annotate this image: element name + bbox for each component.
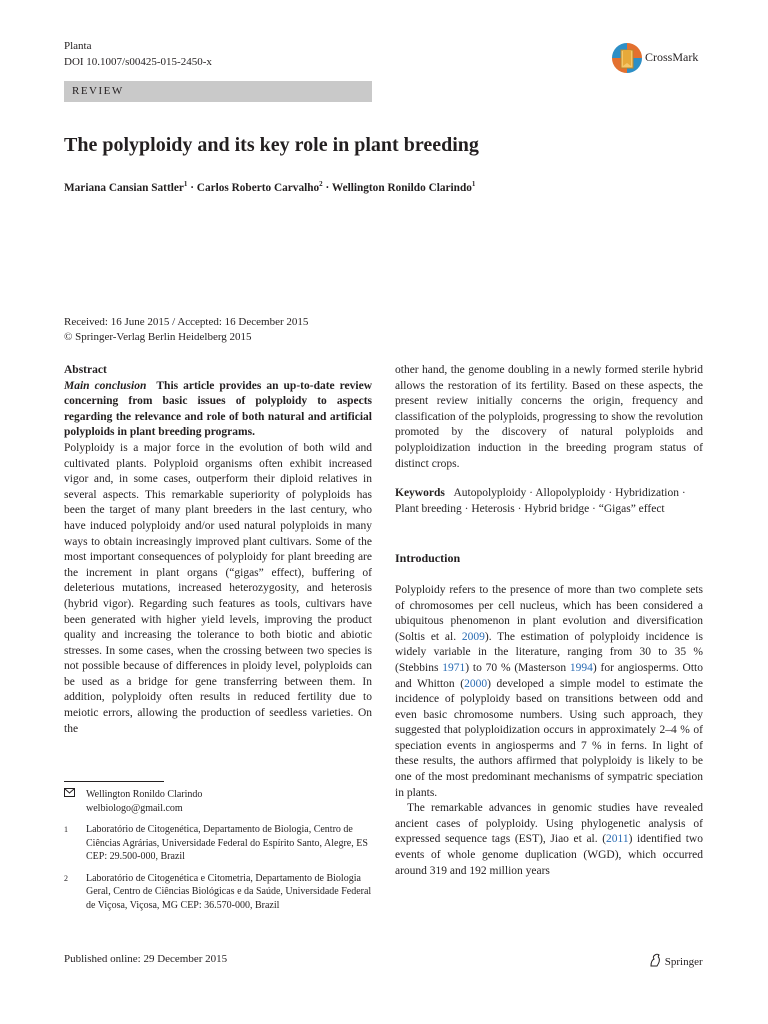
affiliation-number: 1 [64,825,68,834]
author-separator: · [187,181,197,194]
text-run: ) for angiosperms. Otto and Whitton ( [395,661,703,690]
doi[interactable]: DOI 10.1007/s00425-015-2450-x [64,56,212,68]
affiliation-text: Laboratório de Citogenética, Departamento de Biologia, Centro de Ciências Agrárias, Universidade Federal do Espírito Santo, Alegre, ES CEP: 29.500-000, Brazil [86,824,368,862]
author-separator: · [322,181,332,194]
text-run: ) identified two events of whole genome duplication (WGD), which occurred around 319 and 192 million years [395,833,703,877]
publisher-logo [648,953,703,968]
main-conclusion-text: This article provides an up-to-date review concerning from basic issues of polyploidy to aspects regarding the relevance and role of both natural and artificial polyploids in plant breeding programs. [64,379,373,439]
citation-link[interactable]: 2011 [606,833,629,846]
copyright: © Springer-Verlag Berlin Heidelberg 2015 [64,331,252,343]
introduction-paragraph [395,583,703,801]
crossmark-icon [611,38,643,78]
author-name[interactable]: Carlos Roberto Carvalho [196,181,320,194]
left-column [64,363,372,737]
abstract-continued: other hand, the genome doubling in a newly formed sterile hybrid allows the restoration of its fertility. Based on these aspects, the present review initially concerns the origin, frequency and classification of the polyploids, progressing to show the revolution promoted by the discovery of natural polyploids and polyploidization induction in the breeding program status of distinct crops. [395,364,703,470]
affiliation-mark[interactable]: 1 [183,180,188,188]
abstract-heading: Abstract [64,364,107,376]
springer-horse-icon [648,953,662,967]
author-name[interactable]: Wellington Ronildo Clarindo [331,181,472,194]
introduction-heading: Introduction [395,551,461,566]
footnote-divider [64,781,164,782]
envelope-icon [64,788,86,815]
citation-link[interactable]: 1971 [442,661,466,674]
text-run: The remarkable advances in genomic studies have revealed ancient cases of polyploidy. Using phylogenetic analysis of expressed sequence tags (EST), Jiao et al. ( [395,802,703,846]
crossmark-badge[interactable] [611,38,721,78]
footnotes [64,788,372,920]
citation-link[interactable]: 2009 [461,630,485,643]
text-run: ) developed a simple model to estimate the incidence of polyploidy based on transitions between odd and even basic chromosome numbers. Using such approach, they suggested that polyploidization occurs in approximately 2–4 % of speciation events in angiosperms and 7 % in ferns. In light of these results, the authors affirmed that polyploidy is likely to be one of the most predominant mechanisms of sympatric speciation in plants. [395,677,703,799]
contact-name: Wellington Ronildo Clarindo [86,789,203,800]
main-conclusion [64,379,372,441]
corresponding-author [64,788,372,815]
section-label: REVIEW [64,81,372,102]
author-name[interactable]: Mariana Cansian Sattler [64,181,184,194]
keywords-label: Keywords [395,487,445,500]
article-dates [64,315,308,345]
publisher-name: Springer [664,956,703,968]
right-column [395,363,703,879]
affiliation-number: 2 [64,873,68,883]
affiliation-text: Laboratório de Citogenética e Citometria, Departamento de Biologia Geral, Centro de Ciências Biológicas e da Saúde, Universidade Federal de Viçosa, Viçosa, MG CEP: 36.570-000, Brazil [86,872,372,911]
article-title: The polyploidy and its key role in plant breeding [64,134,479,156]
received-accepted: Received: 16 June 2015 / Accepted: 16 December 2015 [64,316,309,328]
keywords [395,486,703,517]
text-run: ) to 70 % (Masterson [465,661,570,674]
author-list [64,180,724,194]
affiliation-mark[interactable]: 2 [319,180,323,188]
crossmark-label: CrossMark [645,50,699,64]
published-date: Published online: 29 December 2015 [64,953,228,965]
citation-link[interactable]: 2000 [464,677,488,690]
journal-name: Planta [64,40,92,52]
contact-email[interactable]: welbiologo@gmail.com [86,802,183,814]
affiliation-1 [64,823,372,864]
text-run: Polyploidy refers to the presence of more than two complete sets of chromosomes per cell nucleus, which has been considered a ubiquitous phenomenon in plant evolution and diversification (Soltis et al. [395,583,703,643]
text-run: ). The estimation of polyploidy incidence is widely variable in the literature, ranging from 30 to 35 % (Stebbins [395,630,703,674]
introduction-paragraph [395,801,703,879]
citation-link[interactable]: 1994 [569,661,593,674]
abstract-body: Polyploidy is a major force in the evolution of both wild and cultivated plants. Polyploid organisms often exhibit increased vigor and, in some cases, outperform their diploid relatives in several aspects. This remarkable superiority of polyploids has been the target of many plant breeders in the last century, who have induced polyploidy and/or used natural polyploids in many ways to obtain increasingly improved plant cultivars. Some of the most important consequences of polyploidy for plant breeding are the increment in plant organs (“gigas” effect), buffering of deleterious mutations, increased heterozygosity, and heterosis (hybrid vigor). Regarding such features as tools, cultivars have been generated with higher yield levels, improving the product quality and increasing the tolerance to both biotic and abiotic stresses. In some cases, when the crossing between two species is not possible because of differences in ploidy level, polyploids can be used as a bridge for gene transferring between them. In addition, polyploidy often results in reduced fertility due to meiotic errors, allowing the production of seedless varieties. On the [64,441,372,735]
main-conclusion-label: Main conclusion [64,379,147,392]
keywords-list: Autopolyploidy · Allopolyploidy · Hybridization · Plant breeding · Heterosis · Hybrid bridge · “Gigas” effect [395,487,686,515]
affiliation-mark[interactable]: 1 [471,180,476,188]
affiliation-2 [64,872,372,913]
